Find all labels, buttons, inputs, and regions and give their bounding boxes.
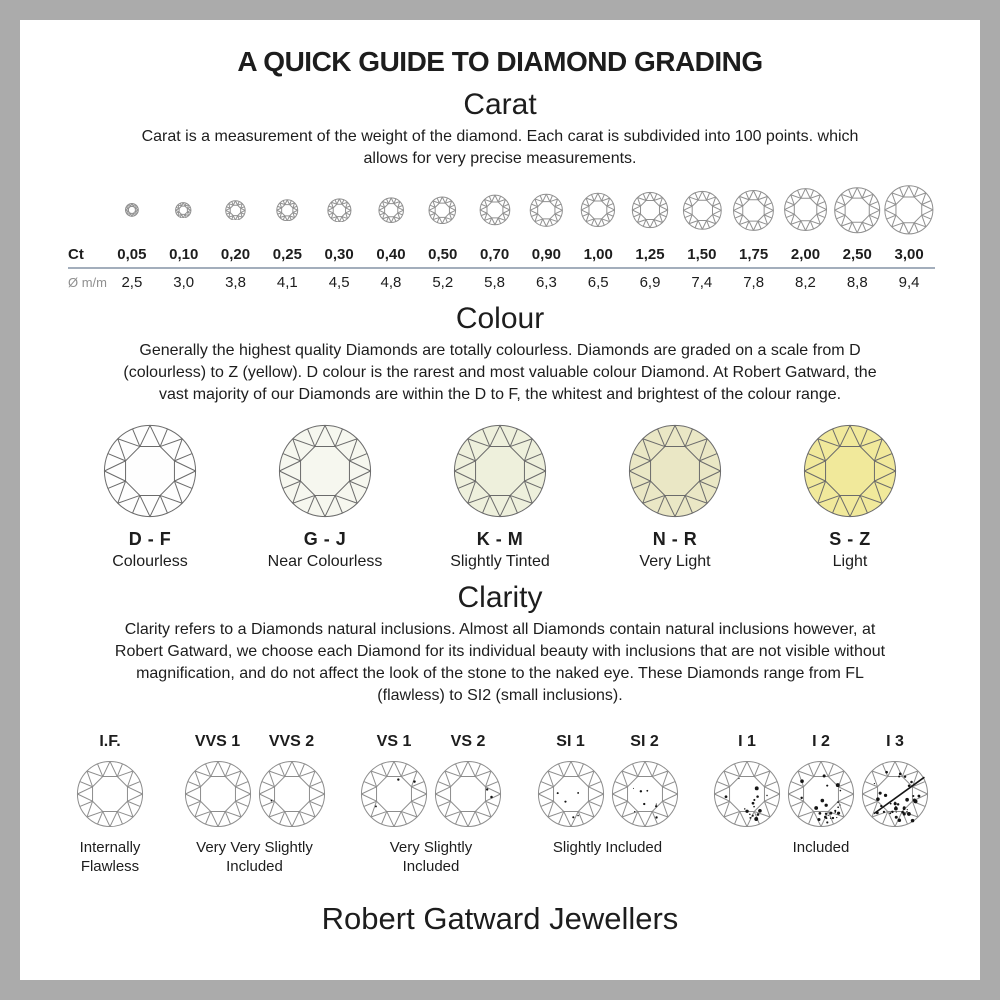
carat-diameter-value: 4,1 xyxy=(276,273,298,291)
clarity-description-line: Robert Gatward, we choose each Diamond for its individual beauty with inclusions that are not visible without xyxy=(114,643,886,660)
diamond-icon xyxy=(801,422,899,520)
diamond-icon xyxy=(682,190,723,231)
clarity-description-line: Clarity refers to a Diamonds natural inclusions. Almost all Diamonds contain natural inclusions however, at xyxy=(124,621,876,638)
clarity-grade-labels xyxy=(536,733,680,759)
colour-description xyxy=(20,340,980,406)
clarity-heading: Clarity xyxy=(457,581,543,614)
carat-stone xyxy=(521,193,573,228)
colour-grade-label: Slightly Tinted xyxy=(450,553,550,570)
colour-grade-item xyxy=(250,422,400,571)
colour-heading: Colour xyxy=(455,302,545,335)
diamond-icon xyxy=(276,199,299,222)
diamond-icon xyxy=(428,196,457,225)
carat-weight-value: 0,20 xyxy=(220,245,251,263)
diamond-icon xyxy=(732,189,775,232)
colour-grade-label: Very Light xyxy=(639,553,711,570)
brand-name: Robert Gatward Jewellers xyxy=(321,900,679,936)
colour-grade-row xyxy=(20,422,980,571)
carat-diameter-value: 4,8 xyxy=(380,273,402,291)
carat-stone xyxy=(831,186,883,234)
clarity-grade-label: VS 1 xyxy=(376,733,412,750)
carat-ct-label: Ct xyxy=(68,245,84,263)
clarity-group-caption: Very Slightly Included xyxy=(389,839,473,875)
clarity-grade-label: I 1 xyxy=(738,733,756,750)
carat-diameter-value: 5,8 xyxy=(484,273,506,291)
carat-description xyxy=(20,126,980,170)
clarity-stone xyxy=(786,759,856,829)
diamond-icon xyxy=(786,759,856,829)
carat-diameter-value: 7,4 xyxy=(691,273,713,291)
clarity-group-caption: Very Very Slightly Included xyxy=(196,839,313,875)
carat-diameter-value: 3,0 xyxy=(173,273,195,291)
diamond-icon xyxy=(783,187,828,232)
diamond-icon xyxy=(125,203,139,217)
clarity-stone xyxy=(433,759,503,829)
diamond-icon xyxy=(327,198,352,223)
diamond-icon xyxy=(225,200,246,221)
carat-stone xyxy=(158,202,210,219)
carat-weight-value: 0,70 xyxy=(479,245,510,263)
carat-diameter-value: 6,9 xyxy=(639,273,661,291)
carat-stone xyxy=(261,199,313,222)
carat-stone xyxy=(210,200,262,221)
clarity-grade-row xyxy=(20,733,980,877)
carat-stone xyxy=(469,194,521,226)
diamond-icon xyxy=(183,759,253,829)
clarity-grade-diamonds xyxy=(359,759,503,829)
diamond-icon xyxy=(580,192,616,228)
colour-grade-item xyxy=(75,422,225,571)
page-title: A QUICK GUIDE TO DIAMOND GRADING xyxy=(237,46,763,77)
clarity-grade-label: I 3 xyxy=(886,733,904,750)
clarity-grade-labels xyxy=(359,733,503,759)
carat-diameter-value: 9,4 xyxy=(898,273,920,291)
clarity-group xyxy=(712,733,930,877)
carat-weight-value: 1,00 xyxy=(583,245,613,263)
diamond-icon xyxy=(536,759,606,829)
diamond-icon xyxy=(631,191,669,229)
diamond-icon xyxy=(75,759,145,829)
carat-weight-value: 0,30 xyxy=(324,245,354,263)
colour-description-line: (colourless) to Z (yellow). D colour is the rarest and most valuable colour Diamond. At Robert Gatward, the xyxy=(123,364,877,381)
clarity-grade-label: SI 2 xyxy=(630,733,659,750)
carat-stone xyxy=(883,184,935,236)
clarity-grade-diamonds xyxy=(75,759,145,829)
colour-description-line: Generally the highest quality Diamonds are totally colourless. Diamonds are graded on a scale from D xyxy=(139,342,861,359)
colour-grade-label: Light xyxy=(832,553,868,570)
carat-description-line: Carat is a measurement of the weight of the diamond. Each carat is subdivided into 100 points. which xyxy=(141,128,859,145)
diamond-icon xyxy=(479,194,511,226)
diamond-icon xyxy=(276,422,374,520)
clarity-description-line: magnification, and do not affect the look of the stone to the naked eye. These Diamonds range from FL xyxy=(136,665,864,682)
clarity-grade-label: VVS 1 xyxy=(194,733,241,750)
diamond-icon xyxy=(529,193,564,228)
carat-table-divider xyxy=(68,267,935,269)
clarity-group xyxy=(183,733,327,877)
clarity-stone xyxy=(183,759,253,829)
clarity-grade-labels xyxy=(75,733,145,759)
carat-stone xyxy=(624,191,676,229)
clarity-grade-labels xyxy=(712,733,930,759)
carat-diameter-value: 4,5 xyxy=(328,273,350,291)
clarity-group-caption: Slightly Included xyxy=(552,839,663,856)
carat-weight-value: 3,00 xyxy=(894,245,924,263)
clarity-grade-label: VVS 2 xyxy=(268,733,315,750)
colour-grade-range: S - Z xyxy=(829,529,871,549)
carat-weight-value: 2,00 xyxy=(790,245,821,263)
diamond-icon xyxy=(883,184,935,236)
carat-weight-row xyxy=(68,244,935,264)
carat-stone xyxy=(313,198,365,223)
clarity-stone xyxy=(712,759,782,829)
diamond-icon xyxy=(378,197,404,223)
carat-stone xyxy=(572,192,624,228)
colour-grade-range: K - M xyxy=(476,529,524,549)
clarity-grade-labels xyxy=(183,733,327,759)
clarity-description-line: (flawless) to SI2 (small inclusions). xyxy=(377,687,623,704)
clarity-group xyxy=(536,733,680,877)
carat-size-chart xyxy=(68,182,935,292)
infographic-panel xyxy=(20,20,980,980)
clarity-grade-diamonds xyxy=(183,759,327,829)
clarity-grade-diamonds xyxy=(712,759,930,829)
clarity-grade-label: I.F. xyxy=(99,733,121,750)
diamond-icon xyxy=(433,759,503,829)
clarity-stone xyxy=(610,759,680,829)
carat-diameter-value: 8,8 xyxy=(846,273,868,291)
colour-section xyxy=(20,302,980,571)
carat-diameter-label: Ø m/m xyxy=(68,274,107,290)
carat-weight-value: 0,10 xyxy=(169,245,199,263)
diamond-icon xyxy=(101,422,199,520)
clarity-group-caption: Internally Flawless xyxy=(79,839,141,875)
colour-grade-range: G - J xyxy=(303,529,347,549)
diamond-icon xyxy=(833,186,881,234)
diamond-icon xyxy=(257,759,327,829)
clarity-stone xyxy=(536,759,606,829)
carat-diameter-value: 5,2 xyxy=(432,273,454,291)
clarity-stone xyxy=(860,759,930,829)
colour-grade-range: D - F xyxy=(128,529,172,549)
carat-weight-value: 0,50 xyxy=(428,245,458,263)
diamond-icon xyxy=(860,759,930,829)
carat-weight-value: 0,05 xyxy=(117,245,147,263)
carat-diameter-value: 7,8 xyxy=(743,273,765,291)
carat-weight-value: 1,75 xyxy=(739,245,769,263)
colour-grade-label: Near Colourless xyxy=(267,553,383,570)
carat-diamond-row xyxy=(68,182,935,238)
carat-diameter-value: 8,2 xyxy=(795,273,816,291)
colour-grade-item xyxy=(600,422,750,571)
diamond-icon xyxy=(451,422,549,520)
colour-grade-label: Colourless xyxy=(112,553,188,570)
clarity-stone xyxy=(257,759,327,829)
diamond-icon xyxy=(610,759,680,829)
carat-section xyxy=(20,88,980,292)
carat-stone xyxy=(417,196,469,225)
clarity-grade-label: I 2 xyxy=(812,733,830,750)
clarity-stone xyxy=(359,759,429,829)
colour-grade-item xyxy=(775,422,925,571)
carat-diameter-row xyxy=(68,272,935,292)
carat-diameter-value: 3,8 xyxy=(225,273,246,291)
colour-grade-range: N - R xyxy=(652,529,698,549)
carat-weight-value: 0,90 xyxy=(531,245,561,263)
carat-description-line: allows for very precise measurements. xyxy=(363,150,637,167)
carat-weight-value: 1,50 xyxy=(687,245,717,263)
carat-weight-value: 0,40 xyxy=(376,245,406,263)
carat-heading: Carat xyxy=(463,88,537,121)
clarity-grade-diamonds xyxy=(536,759,680,829)
carat-stone xyxy=(676,190,728,231)
diamond-icon xyxy=(626,422,724,520)
clarity-description xyxy=(20,619,980,707)
diamond-icon xyxy=(359,759,429,829)
clarity-grade-label: VS 2 xyxy=(450,733,486,750)
clarity-stone xyxy=(75,759,145,829)
clarity-grade-label: SI 1 xyxy=(556,733,585,750)
clarity-section xyxy=(20,581,980,877)
carat-weight-value: 0,25 xyxy=(272,245,302,263)
clarity-group xyxy=(359,733,503,877)
carat-weight-value: 1,25 xyxy=(635,245,665,263)
clarity-group-caption: Included xyxy=(792,839,850,856)
clarity-group xyxy=(70,733,150,877)
carat-stone xyxy=(106,203,158,217)
carat-stone xyxy=(780,187,832,232)
colour-description-line: vast majority of our Diamonds are within the D to F, the whitest and brightest of the colour range. xyxy=(158,386,842,403)
carat-diameter-value: 6,5 xyxy=(587,273,609,291)
carat-stone xyxy=(365,197,417,223)
diamond-icon xyxy=(712,759,782,829)
carat-stone xyxy=(728,189,780,232)
carat-diameter-value: 6,3 xyxy=(535,273,557,291)
carat-diameter-value: 2,5 xyxy=(121,273,143,291)
colour-grade-item xyxy=(425,422,575,571)
diamond-icon xyxy=(175,202,192,219)
carat-weight-value: 2,50 xyxy=(842,245,872,263)
